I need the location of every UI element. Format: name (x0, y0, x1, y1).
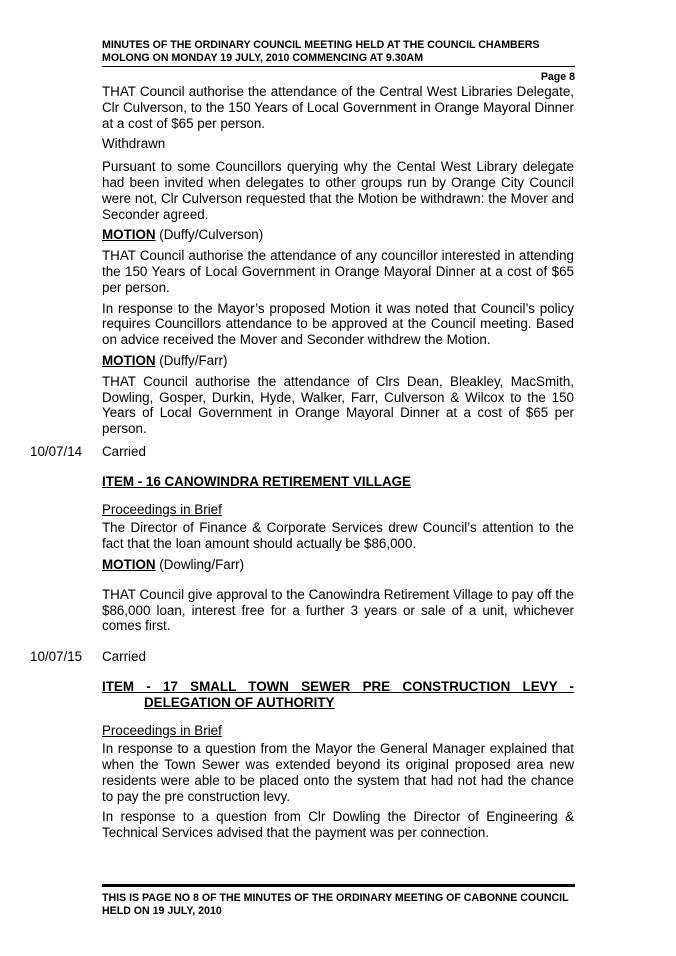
motion-text: THAT Council authorise the attendance of any councillor interested in attending the 150 Years of Local Government in Orange Mayoral Dinner at a cost of $65 per person. (102, 248, 574, 295)
motion-movers: (Dowling/Farr) (155, 556, 245, 572)
header-line-2-text: MOLONG ON MONDAY 19 JULY, 2010 COMMENCING AT 9.30AM (102, 52, 424, 64)
proceedings-text: In response to a question from the Mayor the General Manager explained that when the Town Sewer was extended beyond its original proposed area new residents were able to be placed onto the system that had not had the chance to pay the pre construction levy. (102, 741, 574, 804)
motion-heading (102, 557, 574, 573)
proceedings-text: The Director of Finance & Corporate Services drew Council’s attention to the fact that the loan amount should actually be $86,000. (102, 520, 574, 552)
item-heading: ITEM - 16 CANOWINDRA RETIREMENT VILLAGE (102, 473, 411, 489)
withdrawn-label: Withdrawn (102, 136, 166, 152)
header-line-2 (102, 52, 575, 67)
resolution-paragraph: THAT Council authorise the attendance of the Central West Libraries Delegate, Clr Culverson, to the 150 Years of Local Government in Orange Mayoral Dinner at a cost of $65 per person. (102, 84, 574, 131)
motion-label: MOTION (102, 556, 156, 572)
resolution-number: 10/07/14 (30, 443, 83, 459)
proceedings-text: In response to a question from Clr Dowling the Director of Engineering & Technical Services advised that the payment was per connection. (102, 809, 574, 841)
page-header (102, 39, 575, 84)
page-footer: THIS IS PAGE NO 8 OF THE MINUTES OF THE ORDINARY MEETING OF CABONNE COUNCIL HELD ON 19 JULY, 2010 (102, 884, 575, 918)
item-heading-line-2: DELEGATION OF AUTHORITY (144, 694, 335, 710)
motion-label: MOTION (102, 227, 156, 243)
withdrawal-explanation: Pursuant to some Councillors querying why the Cental West Library delegate had been invited when delegates to other groups run by Orange City Council were not, Clr Culverson requested that the Motion be withdrawn: the Mover and Seconder agreed. (102, 159, 574, 222)
item-heading (102, 679, 574, 711)
carried-row (30, 649, 574, 665)
motion-text: THAT Council authorise the attendance of Clrs Dean, Bleakley, MacSmith, Dowling, Gosper, Durkin, Hyde, Walker, Farr, Culverson & Wilcox to the 150 Years of Local Government in Orange Mayoral Dinner at a cost of $65 per person. (102, 373, 574, 437)
proceedings-heading: Proceedings in Brief (102, 722, 222, 738)
minutes-body (30, 84, 574, 846)
motion-text: THAT Council give approval to the Canowindra Retirement Village to pay off the $86,000 loan, interest free for a further 3 years or sale of a unit, whichever comes first. (102, 586, 574, 634)
header-line-1: MINUTES OF THE ORDINARY COUNCIL MEETING HELD AT THE COUNCIL CHAMBERS (102, 39, 540, 51)
item-heading-line-1: ITEM - 17 SMALL TOWN SEWER PRE CONSTRUCTION LEVY - (102, 678, 574, 694)
motion-heading (102, 227, 574, 243)
motion-movers: (Duffy/Culverson) (155, 227, 264, 243)
motion-note: In response to the Mayor’s proposed Motion it was noted that Council’s policy requires Councillors attendance to be approved at the Council meeting. Based on advice received the Mover and Seconder withdrew the Motion. (102, 300, 574, 348)
carried-row (30, 443, 574, 460)
motion-heading (102, 353, 574, 369)
motion-label: MOTION (102, 352, 156, 368)
carried-label: Carried (102, 649, 146, 665)
proceedings-heading: Proceedings in Brief (102, 501, 222, 517)
resolution-number: 10/07/15 (30, 649, 83, 665)
page-number: Page 8 (540, 71, 575, 83)
motion-movers: (Duffy/Farr) (155, 352, 228, 368)
carried-label: Carried (102, 443, 146, 459)
